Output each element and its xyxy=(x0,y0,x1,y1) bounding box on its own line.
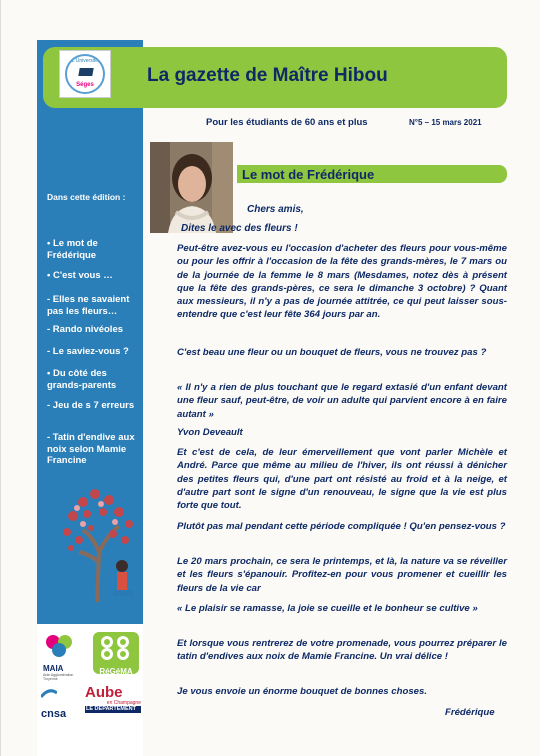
toc-item[interactable]: • Le mot de Frédérique xyxy=(47,238,98,261)
paragraph: Peut-être avez-vous eu l'occasion d'acheter des fleurs pour vous-même ou pour les offrir à l'occasion de la fête des grands-mères, le 7 mars ou de la journée de la femme le 8 mars (Mesdames, notez dès à présent que la fête des grands-pères, ce sera le dimanche 3 octobre) ? Quant aux messieurs, il n'y a pas de journée attitrée, ce qui peut laisser sous-entendre que c'est leur fête 364 jours par an. xyxy=(177,243,507,321)
maia-logo: MAIA Aide Agglomération Troyenne xyxy=(43,632,85,674)
paragraph: Plutôt pas mal pendant cette période compliquée ! Qu'en pensez-vous ? xyxy=(177,521,506,532)
paragraph: Je vous envoie un énorme bouquet de bonnes choses. xyxy=(177,686,428,697)
issue-number: N°5 – 15 mars 2021 xyxy=(409,118,482,127)
greeting: Chers amis, xyxy=(247,204,304,215)
quote: « Le plaisir se ramasse, la joie se cueille et le bonheur se cultive » xyxy=(177,603,478,614)
regema-logo: RéGéMA xyxy=(93,632,139,674)
gazette-title: La gazette de Maître Hibou xyxy=(147,65,388,86)
paragraph: C'est beau une fleur ou un bouquet de fleurs, vous ne trouvez pas ? xyxy=(177,347,487,358)
toc-title: Dans cette édition : xyxy=(47,192,126,202)
toc-item[interactable]: • Du côté des grands-parents xyxy=(47,368,117,391)
heart-tree-illustration xyxy=(53,482,143,604)
quote: « Il n'y a rien de plus touchant que le regard extasié d'un enfant devant une fleur sauf, peut-être, de voir un adulte qui parvient encore à en faire autant » xyxy=(177,382,507,420)
intro: Dites le avec des fleurs ! xyxy=(181,223,298,234)
toc-item[interactable]: - Jeu de s 7 erreurs xyxy=(47,400,135,411)
section-title: Le mot de Frédérique xyxy=(242,167,375,182)
aube-logo: Aube en Champagne LE DÉPARTEMENT xyxy=(85,684,141,712)
cnsa-logo: cnsa xyxy=(41,686,83,714)
paragraph: Et lorsque vous rentrerez de votre promenade, vous pourrez préparer le tatin d'endives aux noix de Mamie Francine. Un vrai délice ! xyxy=(177,638,507,663)
paragraph: Et c'est de cela, de leur émerveillement que vont parler Michèle et André. Parce que même au milieu de l'hiver, ils ont réussi à dénicher des petites fleurs qui, d'une part ont résisté au froid et à la neige, et d'autre part sont le signe d'un renouveau, le signe que la vie est plus forte que tout. xyxy=(177,447,507,512)
toc-item[interactable]: - Tatin d'endive aux noix selon Mamie Francine xyxy=(47,432,135,466)
audience-subtitle: Pour les étudiants de 60 ans et plus xyxy=(206,117,368,128)
author-photo xyxy=(150,142,233,233)
paragraph: Le 20 mars prochain, ce sera le printemps, et là, la nature va se réveiller et les fleurs s'épanouir. Profitez-en pour vous promener et cueillir les fleurs de la vie car xyxy=(177,556,507,594)
owl-logo-icon: L'Université Séges xyxy=(65,54,105,94)
toc-item[interactable]: - Le saviez-vous ? xyxy=(47,346,129,357)
toc-item[interactable]: - Elles ne savaient pas les fleurs… xyxy=(47,294,130,317)
signature: Frédérique xyxy=(445,707,495,718)
quote-author: Yvon Deveault xyxy=(177,427,243,438)
university-logo xyxy=(59,50,111,98)
header-banner xyxy=(43,47,507,108)
toc-item[interactable]: • C'est vous … xyxy=(47,270,113,281)
toc-item[interactable]: - Rando nivéoles xyxy=(47,324,124,335)
